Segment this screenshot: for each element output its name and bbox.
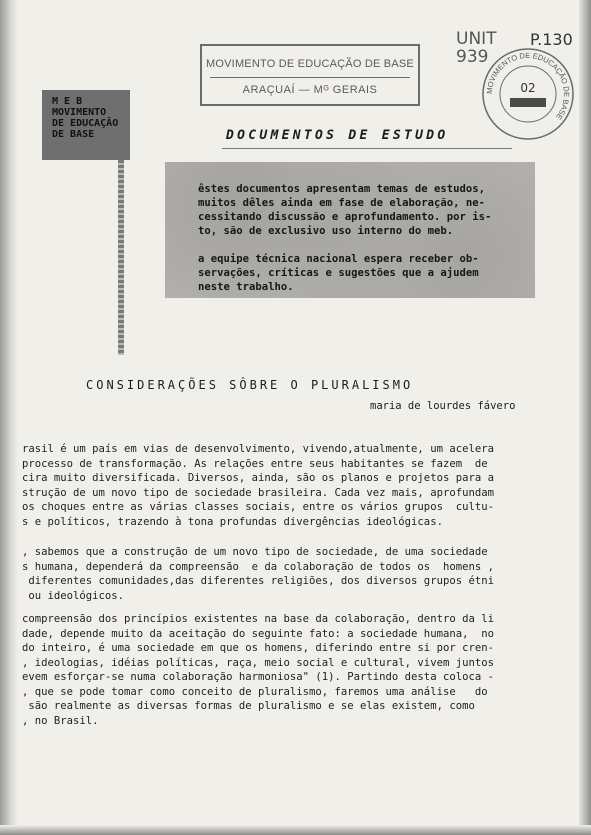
body-paragraph-1: rasil é um país em vias de desenvolvimento, vivendo,atualmente, um acelera processo de transformação. As relações entre seus habitantes se fazem de cira muito diversificada. Diversos, ainda, são os planos e projetos para a strução de um novo tipo de sociedade brasileira. Cada vez mais, aprofundam os choques entre as várias classes sociais, entre os vários grupos cultu- s e políticos, trazendo à tona profundas divergências ideológicas. bbox=[22, 443, 494, 528]
institution-stamp bbox=[200, 44, 420, 106]
page-bottom-shadow bbox=[0, 825, 591, 835]
meb-label-block bbox=[42, 90, 130, 160]
meb-line-3: DE EDUCAÇÃO bbox=[52, 118, 119, 129]
meb-label-pole bbox=[118, 160, 124, 355]
meb-line-1: M E B bbox=[52, 96, 83, 107]
stamp-line-2: ARAÇUAÍ — Mᴳ GERAIS bbox=[242, 84, 378, 96]
page-left-shadow bbox=[0, 0, 18, 835]
round-seal-stamp bbox=[480, 46, 576, 142]
body-paragraph-2: , sabemos que a construção de um novo tipo de sociedade, de uma sociedade s humana, dependerá da compreensão e da colaboração de todos os homens , diferentes comunidades,das diferentes religiões, dos diversos grupos étni ou ideológicos. bbox=[22, 546, 494, 602]
page-right-shadow bbox=[579, 0, 591, 835]
stamp-line-1: MOVIMENTO DE EDUCAÇÃO DE BASE bbox=[206, 58, 414, 70]
stamp-divider bbox=[210, 77, 410, 78]
heading-underline bbox=[222, 148, 512, 149]
unit-label: UNIT bbox=[456, 29, 497, 49]
seal-number: 02 bbox=[520, 81, 536, 95]
seal-date-bar bbox=[510, 98, 546, 107]
notice-text: êstes documentos apresentam temas de estudos, muitos dêles ainda em fase de elaboração, ne- cessitando discussão e aprofundamento. por is- to, são de exclusivo uso interno do meb. a equipe técnica nacional espera receber ob- servações, críticas e sugestões que a ajudem neste trabalho. bbox=[198, 183, 492, 293]
meb-line-2: MOVIMENTO bbox=[52, 107, 107, 118]
essay-author: maria de lourdes fávero bbox=[370, 400, 516, 412]
body-paragraph-3: compreensão dos princípios existentes na base da colaboração, dentro da li dade, depende muito da aceitação do seguinte fato: a sociedade humana, no do inteiro, é uma sociedade em que os homens, diferindo entre si por cren- , ideologias, idéias políticas, raça, meio social e cultural, vivem juntos evem esforçar-se numa colaboração harmoniosa" (1). Partindo desta coloca - , que se pode tomar como conceito de pluralismo, faremos uma análise do são realmente as diversas formas de pluralismo e se elas existem, como , no Brasil. bbox=[22, 613, 494, 727]
seal-ring-text: MOVIMENTO DE EDUCAÇÃO DE BASE bbox=[484, 50, 572, 122]
meb-line-4: DE BASE bbox=[52, 129, 95, 140]
essay-title: CONSIDERAÇÕES SÔBRE O PLURALISMO bbox=[86, 378, 414, 392]
document-heading: DOCUMENTOS DE ESTUDO bbox=[226, 128, 449, 143]
unit-number: 939 bbox=[456, 47, 489, 67]
handwritten-page-ref: P.130 bbox=[530, 30, 573, 49]
